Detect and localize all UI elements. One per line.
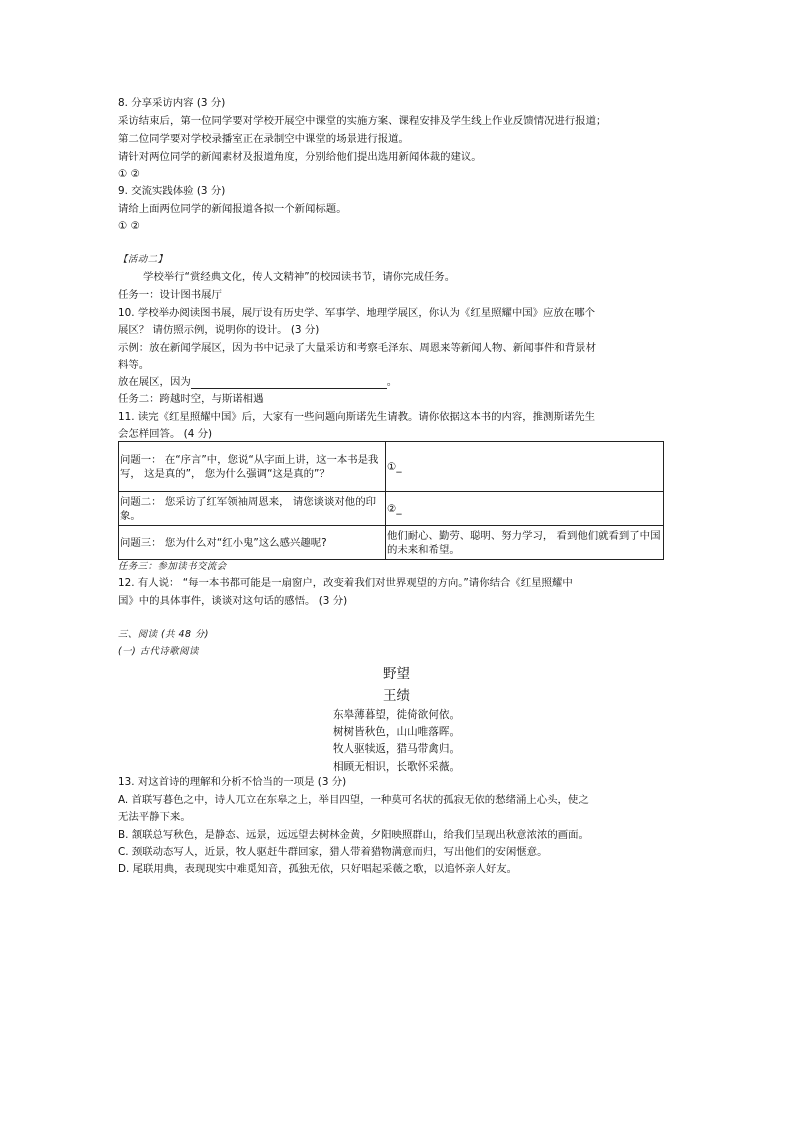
section3-header: 三、阅读 (共 48 分) (118, 629, 209, 640)
poem-line: 相顾无相识，长歌怀采薇。 (332, 761, 461, 773)
option-c: C. 颈联动态写人，近景，牧人驱赶牛群回家，猎人带着猎物满意而归，写出他们的安闲惬意。 (118, 846, 548, 858)
poem-line: 树树皆秋色，山山唯落晖。 (332, 726, 461, 738)
option-a-line-2: 无法平静下来。 (118, 811, 191, 823)
task1-title: 任务一：设计图书展厅 (118, 289, 222, 301)
section3-sub1: (一) 古代诗歌阅读 (118, 646, 199, 657)
table-row (119, 492, 664, 526)
table-row (119, 526, 664, 560)
question-cell: 问题二： 您采访了红军领袖周恩来， 请您谈谈对他的印象。 (119, 492, 386, 526)
q13-stem: 13. 对这首诗的理解和分析不恰当的一项是 (3 分) (118, 776, 347, 788)
answer-cell[interactable]: ②_ (386, 492, 664, 526)
question-cell: 问题三： 您为什么对“红小鬼”这么感兴趣呢? (119, 526, 386, 560)
q11-line-2: 会怎样回答。 (4 分) (118, 428, 213, 440)
option-b: B. 颔联总写秋色，是静态、远景，远远望去树林金黄，夕阳映照群山，给我们呈现出秋意浓浓的画面。 (118, 829, 589, 841)
q8-line-1: 采访结束后，第一位同学要对学校开展空中课堂的实施方案、课程安排及学生线上作业反馈情况进行报道； (118, 115, 607, 127)
q9-answer-marks: ① ② (118, 220, 140, 232)
q11-table (118, 441, 664, 560)
task3-title: 任务三：参加读书交流会 (118, 561, 227, 572)
q8-answer-marks: ① ② (118, 168, 140, 180)
answer-cell[interactable]: ①_ (386, 442, 664, 492)
q8-line-2: 第二位同学要对学校录播室正在录制空中课堂的场景进行报道。 (118, 133, 409, 145)
q11-line-1: 11. 读完《红星照耀中国》后，大家有一些问题向斯诺先生请教。请你依据这本书的内容，推测斯诺先生 (118, 411, 596, 423)
poem-title: 野望 (383, 666, 410, 682)
activity2-intro: 学校举行“赏经典文化，传人文精神”的校园读书节，请你完成任务。 (143, 271, 456, 283)
example-line-1: 示例：放在新闻学展区，因为书中记录了大量采访和考察毛泽东、周恩来等新闻人物、新闻事件和背景材 (118, 342, 596, 354)
fill-prefix: 放在展区，因为 (118, 376, 191, 388)
activity2-header: 【活动二】 (118, 254, 168, 265)
q8-title: 8. 分享采访内容 (3 分) (118, 97, 226, 109)
example-line-2: 料等。 (118, 359, 150, 371)
q9-title: 9. 交流实践体验 (3 分) (118, 185, 226, 197)
task2-title: 任务二：跨越时空，与斯诺相遇 (118, 393, 264, 405)
poem-line: 东皋薄暮望，徙倚欲何依。 (332, 709, 461, 721)
q10-fill-line (118, 375, 397, 389)
q10-line-2: 展区？ 请仿照示例，说明你的设计。 (3 分) (118, 324, 320, 336)
q12-line-2: 国》中的具体事件，谈谈对这句话的感悟。 (3 分) (118, 595, 348, 607)
fill-suffix: 。 (386, 376, 398, 388)
q12-line-1: 12. 有人说： “每一本书都可能是一扇窗户，改变着我们对世界观望的方向。”请你结合《红星照耀中 (118, 577, 573, 589)
poem-author: 王绩 (383, 688, 410, 704)
table-row (119, 442, 664, 492)
q10-line-1: 10. 学校举办阅读图书展，展厅设有历史学、军事学、地理学展区，你认为《红星照耀中国》应放在哪个 (118, 307, 596, 319)
poem-line: 牧人驱犊返，猎马带禽归。 (332, 743, 461, 755)
question-cell: 问题一： 在“序言”中，您说“从字面上讲，这一本书是我写， 这是真的”， 您为什么强调“这是真的”？ (119, 442, 386, 492)
option-a-line-1: A. 首联写暮色之中，诗人兀立在东皋之上，举目四望，一种莫可名状的孤寂无依的愁绪涌上心头，使之 (118, 794, 589, 806)
q9-line-1: 请给上面两位同学的新闻报道各拟一个新闻标题。 (118, 203, 347, 215)
option-d: D. 尾联用典，表现现实中难觅知音，孤独无依，只好唱起采薇之歌，以追怀亲人好友。 (118, 863, 518, 875)
fill-blank[interactable] (191, 377, 387, 389)
answer-cell: 他们耐心、勤劳、聪明、努力学习， 看到他们就看到了中国的未来和希望。 (386, 526, 664, 560)
q8-line-3: 请针对两位同学的新闻素材及报道角度，分别给他们提出选用新闻体裁的建议。 (118, 151, 482, 163)
